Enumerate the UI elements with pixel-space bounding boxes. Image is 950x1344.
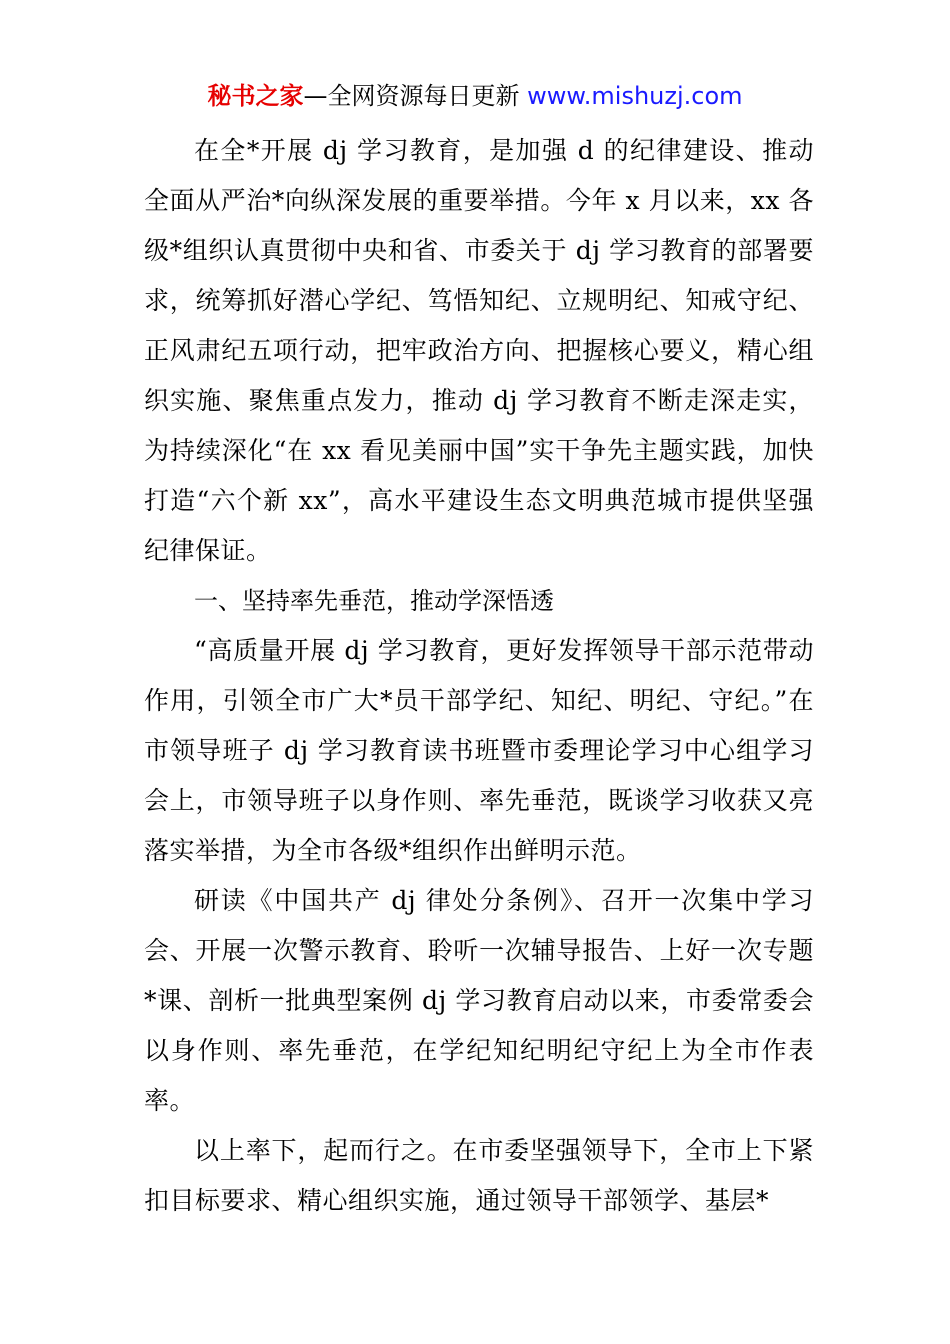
site-url-link[interactable]: www.mishuzj.com xyxy=(527,82,743,110)
paragraph-study: 研读《中国共产 dj 律处分条例》、召开一次集中学习会、开展一次警示教育、聆听一次辅导报告、上好一次专题*课、剖析一批典型案例 dj 学习教育启动以来，市委常委会以身作则、率先垂范，在学纪知纪明纪守纪上为全市作表率。 xyxy=(144,886,814,1115)
document-body xyxy=(144,126,814,1226)
site-header xyxy=(0,80,950,112)
header-tagline: —全网资源每日更新 xyxy=(303,82,520,110)
brand-name: 秘书之家 xyxy=(207,82,304,110)
paragraph-intro: 在全*开展 dj 学习教育，是加强 d 的纪律建设、推动全面从严治*向纵深发展的重要举措。今年 x 月以来，xx 各级*组织认真贯彻中央和省、市委关于 dj 学习教育的部署要求，统筹抓好潜心学纪、笃悟知纪、立规明纪、知戒守纪、正风肃纪五项行动，把牢政治方向、把握核心要义，精心组织实施、聚焦重点发力，推动 dj 学习教育不断走深走实，为持续深化“在 xx 看见美丽中国”实干争先主题实践，加快打造“六个新 xx”，高水平建设生态文明典范城市提供坚强纪律保证。 xyxy=(144,136,814,565)
paragraph-lead-by-example: 以上率下，起而行之。在市委坚强领导下，全市上下紧扣目标要求、精心组织实施，通过领导干部领学、基层* xyxy=(144,1136,814,1215)
section-heading-1: 一、坚持率先垂范，推动学深悟透 xyxy=(194,587,554,615)
paragraph-quote: “高质量开展 dj 学习教育，更好发挥领导干部示范带动作用，引领全市广大*员干部学纪、知纪、明纪、守纪。”在市领导班子 dj 学习教育读书班暨市委理论学习中心组学习会上，市领导班子以身作则、率先垂范，既谈学习收获又亮落实举措，为全市各级*组织作出鲜明示范。 xyxy=(144,636,814,865)
